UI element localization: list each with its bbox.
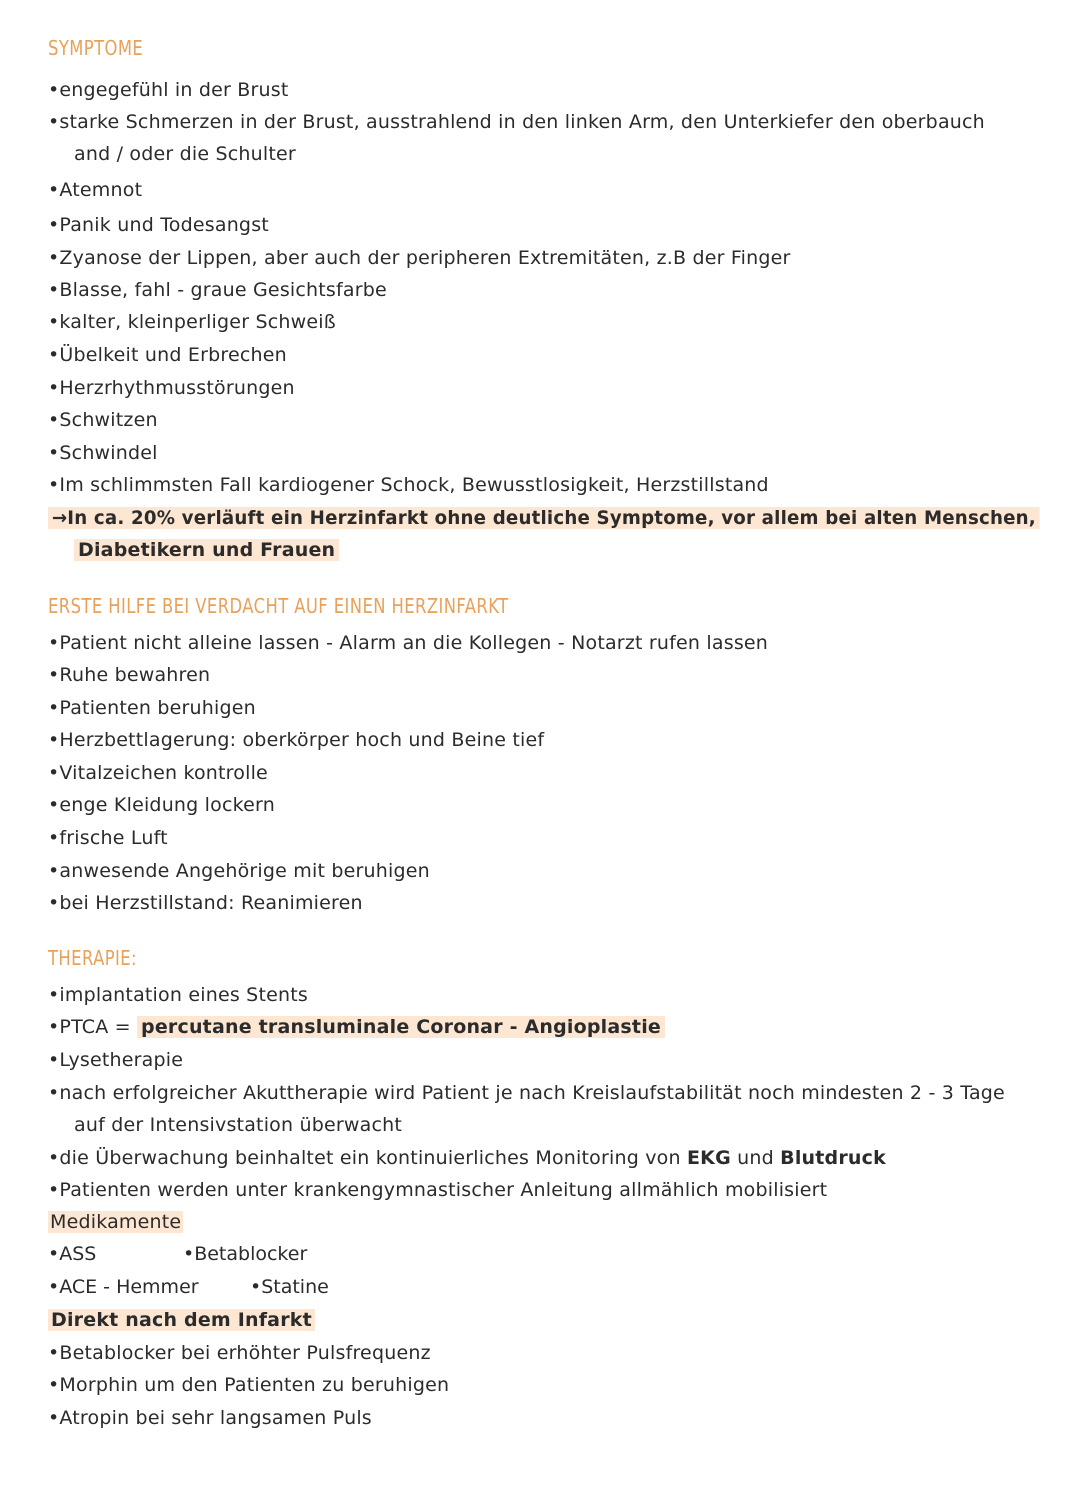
symptom-item: •Übelkeit und Erbrechen (48, 344, 287, 366)
symptom-note-line1: →In ca. 20% verläuft ein Herzinfarkt ohne deutliche Symptome, vor allem bei alten Menschen, (48, 507, 1040, 529)
symptom-item: •Zyanose der Lippen, aber auch der peripheren Extremitäten, z.B der Finger (48, 247, 791, 269)
direkt-item: •Atropin bei sehr langsamen Puls (48, 1407, 372, 1429)
therapie-monitoring (48, 1145, 886, 1171)
erste-hilfe-item: •Vitalzeichen kontrolle (48, 762, 268, 784)
erste-hilfe-item: •Patient nicht alleine lassen - Alarm an die Kollegen - Notarzt rufen lassen (48, 632, 769, 654)
symptom-item: •Blasse, fahl - graue Gesichtsfarbe (48, 279, 387, 301)
symptom-item: •Im schlimmsten Fall kardiogener Schock, Bewusstlosigkeit, Herzstillstand (48, 474, 769, 496)
symptom-item: •Panik und Todesangst (48, 214, 269, 236)
therapie-item: •implantation eines Stents (48, 984, 308, 1006)
symptom-note-line2: Diabetikern und Frauen (74, 539, 339, 561)
direkt-item: •Betablocker bei erhöhter Pulsfrequenz (48, 1342, 431, 1364)
symptom-item: •kalter, kleinperliger Schweiß (48, 311, 336, 333)
therapie-heading: THERAPIE: (48, 946, 137, 970)
ptca-prefix: •PTCA = (48, 1016, 131, 1038)
symptom-item: •Herzrhythmusstörungen (48, 377, 295, 399)
therapie-ptca (48, 1014, 665, 1040)
direkt-label: Direkt nach dem Infarkt (48, 1309, 315, 1331)
erste-hilfe-item: •enge Kleidung lockern (48, 794, 275, 816)
direkt-item: •Morphin um den Patienten zu beruhigen (48, 1374, 450, 1396)
erste-hilfe-item: •anwesende Angehörige mit beruhigen (48, 860, 430, 882)
therapie-item-continuation: auf der Intensivstation überwacht (74, 1114, 403, 1136)
monitor-ekg: EKG (686, 1147, 731, 1169)
erste-hilfe-item: •Herzbettlagerung: oberkörper hoch und Beine tief (48, 729, 545, 751)
therapie-item: •Lysetherapie (48, 1049, 184, 1071)
med-ace-hemmer: •ACE - Hemmer (48, 1276, 199, 1298)
monitor-blutdruck: Blutdruck (780, 1147, 886, 1169)
symptom-item: •Schwitzen (48, 409, 158, 431)
symptome-heading: SYMPTOME (48, 36, 144, 60)
direkt-label-row (48, 1307, 315, 1333)
symptom-note-continuation (74, 537, 339, 563)
erste-hilfe-item: •bei Herzstillstand: Reanimieren (48, 892, 363, 914)
symptom-item: •starke Schmerzen in der Brust, ausstrahlend in den linken Arm, den Unterkiefer den oberbauch (48, 111, 985, 133)
med-ass: •ASS (48, 1243, 97, 1265)
symptom-item-continuation: and / oder die Schulter (74, 143, 296, 165)
monitor-und: und (737, 1147, 774, 1169)
erste-hilfe-item: •frische Luft (48, 827, 168, 849)
symptom-note (48, 505, 1040, 531)
therapie-item: •Patienten werden unter krankengymnastischer Anleitung allmählich mobilisiert (48, 1179, 828, 1201)
ptca-highlight: percutane transluminale Coronar - Angioplastie (137, 1016, 665, 1038)
med-betablocker: •Betablocker (183, 1243, 308, 1265)
erste-hilfe-item: •Patienten beruhigen (48, 697, 256, 719)
therapie-item: •nach erfolgreicher Akuttherapie wird Patient je nach Kreislaufstabilität noch mindesten 2 - 3 Tage (48, 1082, 1005, 1104)
symptom-item: •Schwindel (48, 442, 158, 464)
monitor-text: •die Überwachung beinhaltet ein kontinuierliches Monitoring von (48, 1147, 681, 1169)
symptom-item: •engegefühl in der Brust (48, 79, 289, 101)
medikamente-label: Medikamente (50, 1211, 182, 1233)
erste-hilfe-heading: ERSTE HILFE BEI VERDACHT AUF EINEN HERZINFARKT (48, 594, 509, 618)
med-statine: •Statine (250, 1276, 329, 1298)
symptom-item: •Atemnot (48, 179, 143, 201)
erste-hilfe-item: •Ruhe bewahren (48, 664, 211, 686)
medikamente-label-row (48, 1209, 183, 1235)
